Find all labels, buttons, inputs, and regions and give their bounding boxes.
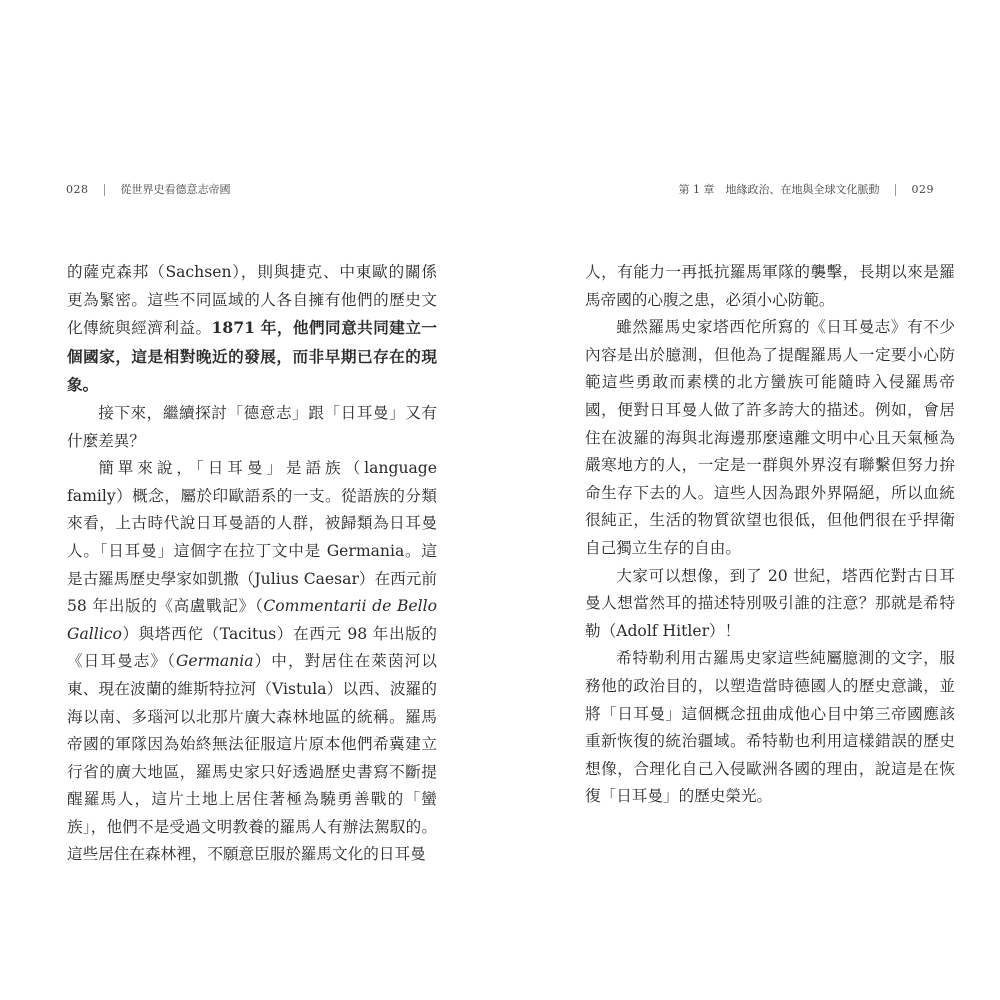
right-body-text [585, 259, 955, 811]
text-run: 的薩克森邦（Sachsen），則與捷克、中東歐的關係更為緊密。這些不同區域的人各自擁有他們的歷史文化傳統與經濟利益。 [67, 263, 437, 338]
text-run: 接下來，繼續探討「德意志」跟「日耳曼」又有什麼差異？ [67, 403, 437, 450]
right-page-number: 029 [911, 182, 934, 196]
header-separator: | [102, 182, 107, 196]
paragraph [67, 455, 437, 869]
left-running-header [66, 181, 231, 197]
text-run: 希特勒利用古羅馬史家這些純屬臆測的文字，服務他的政治目的，以塑造當時德國人的歷史意識，並將「日耳曼」這個概念扭曲成他心目中第三帝國應該重新恢復的統治疆域。希特勒也利用這樣錯誤的歷史想像，合理化自己入侵歐洲各國的理由，說這是在恢復「日耳曼」的歷史榮光。 [585, 649, 955, 806]
paragraph [67, 259, 437, 400]
text-run: ）與塔西佗（Tacitus）在西元 98 年出版的《日耳曼志》（ [67, 624, 437, 671]
header-separator: | [893, 182, 898, 196]
paragraph [585, 259, 955, 314]
text-run: 大家可以想像，到了 20 世紀，塔西佗對古日耳曼人想當然耳的描述特別吸引誰的注意？那就是希特勒（Adolf Hitler）！ [585, 566, 955, 640]
paragraph [585, 314, 955, 562]
text-run: 人，有能力一再抵抗羅馬軍隊的襲擊，長期以來是羅馬帝國的心腹之患，必須小心防範。 [585, 263, 955, 309]
text-run: ）中，對居住在萊茵河以東、現在波蘭的維斯特拉河（Vistula）以西、波羅的海以南、多瑙河以北那片廣大森林地區的統稱。羅馬帝國的軍隊因為始終無法征服這片原本他們希冀建立行省的廣大地區，羅馬史家只好透過歷史書寫不斷提醒羅馬人，這片土地上居住著極為驍勇善戰的「蠻族」，他們不是受過文明教養的羅馬人有辦法駕馭的。這些居住在森林裡，不願意臣服於羅馬文化的日耳曼 [67, 652, 437, 864]
left-body-text [67, 259, 437, 869]
left-running-title: 從世界史看德意志帝國 [120, 183, 231, 196]
left-page-number: 028 [66, 182, 89, 196]
italic-title: Germania [175, 652, 254, 671]
text-run: 雖然羅馬史家塔西佗所寫的《日耳曼志》有不少內容是出於臆測，但他為了提醒羅馬人一定要小心防範這些勇敢而素樸的北方蠻族可能隨時入侵羅馬帝國，便對日耳曼人做了許多誇大的描述。例如，會居住在波羅的海與北海邊那麼遠離文明中心且天氣極為嚴寒地方的人，一定是一群與外界沒有聯繫但努力拚命生存下去的人。這些人因為跟外界隔絕，所以血統很純正，生活的物質欲望也很低，但他們很在乎捍衛自己獨立生存的自由。 [585, 318, 955, 557]
right-running-title: 第 1 章 地緣政治、在地與全球文化脈動 [678, 183, 880, 196]
paragraph [585, 645, 955, 811]
italic-title: Commentarii de Bello Gallico [67, 597, 437, 643]
text-run: 簡單來說，「日耳曼」是語族（language family）概念，屬於印歐語系的一支。從語族的分類來看，上古時代說日耳曼語的人群，被歸類為日耳曼人。「日耳曼」這個字在拉丁文中是 Germania。這是古羅馬歷史學家如凱撒（Julius Caesar）在西元前 58 年出版的《高盧戰記》（ [67, 459, 437, 616]
paragraph [585, 563, 955, 646]
right-page [500, 0, 1000, 1000]
bold-text: 1871 年，他們同意共同建立一個國家，這是相對晚近的發展，而非早期已存在的現象。 [67, 318, 437, 395]
right-running-header [678, 181, 934, 197]
paragraph [67, 400, 437, 455]
